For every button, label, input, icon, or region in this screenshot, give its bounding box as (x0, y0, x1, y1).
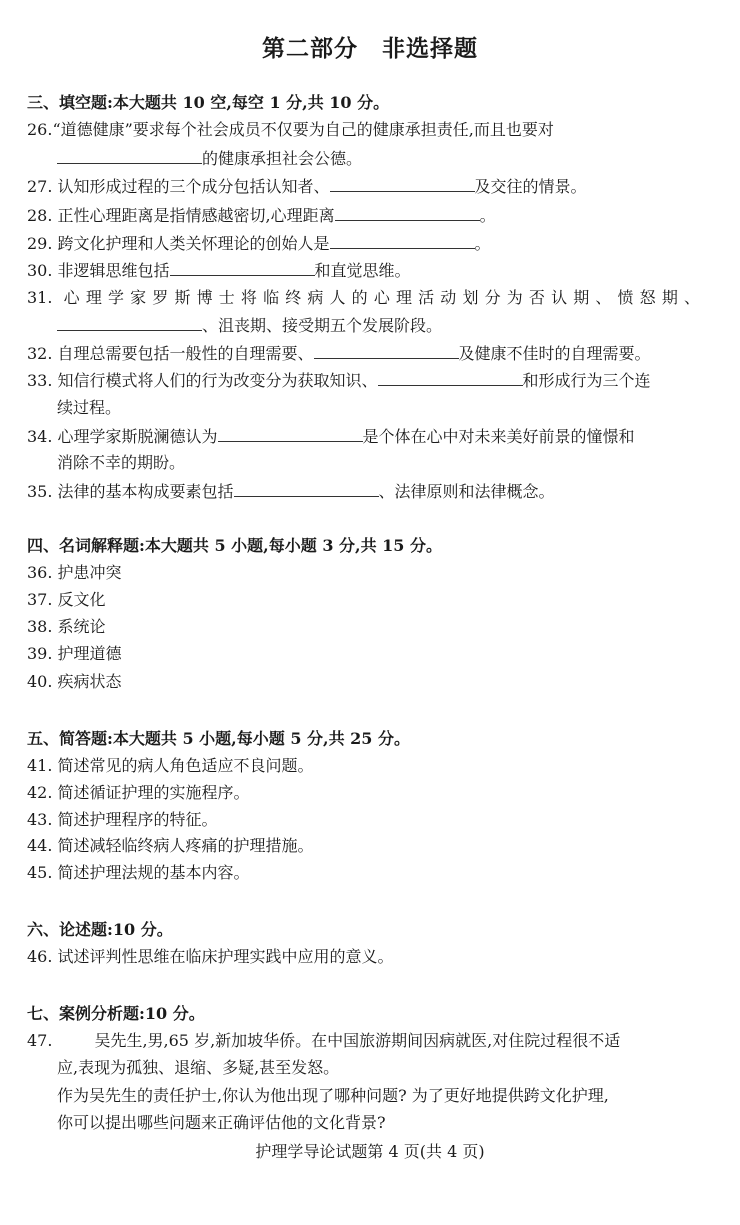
question-text: 是个体在心中对未来美好前景的憧憬和 (362, 427, 635, 446)
question-34 (27, 425, 635, 447)
question-29 (27, 232, 491, 254)
section-heading-case-analysis: 七、案例分析题:10 分。 (27, 1004, 205, 1023)
question-text: 28. 正性心理距离是指情感越密切,心理距离 (27, 206, 335, 225)
question-40: 40. 疾病状态 (27, 672, 122, 691)
question-33 (27, 369, 651, 391)
answer-blank (330, 175, 475, 192)
question-text: 、法律原则和法律概念。 (378, 482, 555, 501)
question-number: 47. (27, 1031, 53, 1050)
question-43: 43. 简述护理程序的特征。 (27, 810, 218, 829)
question-text: 及交往的情景。 (474, 177, 587, 196)
question-26 (27, 119, 554, 141)
question-47 (27, 1030, 620, 1052)
question-31: 31. 心理学家罗斯博士将临终病人的心理活动划分为否认期、愤怒期、 (27, 288, 700, 307)
answer-blank (57, 314, 202, 331)
question-33-cont: 续过程。 (57, 398, 122, 417)
question-42: 42. 简述循证护理的实施程序。 (27, 783, 250, 802)
section-heading-short-answer: 五、简答题:本大题共 5 小题,每小题 5 分,共 25 分。 (27, 729, 411, 748)
answer-blank (218, 425, 363, 442)
question-text: 27. 认知形成过程的三个成分包括认知者、 (27, 177, 330, 196)
case-question-cont: 你可以提出哪些问题来正确评估他的文化背景? (57, 1113, 386, 1132)
question-text: 32. 自理总需要包括一般性的自理需要、 (27, 344, 314, 363)
question-32 (27, 342, 651, 364)
question-text: 26.“道德健康”要求每个社会成员不仅要为自己的健康承担责任,而且也要对 (27, 120, 554, 139)
question-text: 及健康不佳时的自理需要。 (458, 344, 651, 363)
case-question: 作为吴先生的责任护士,你认为他出现了哪种问题? 为了更好地提供跨文化护理, (57, 1086, 609, 1105)
question-38: 38. 系统论 (27, 617, 106, 636)
answer-blank (234, 480, 379, 497)
question-text: 33. 知信行模式将人们的行为改变分为获取知识、 (27, 371, 378, 390)
question-39: 39. 护理道德 (27, 644, 122, 663)
question-27 (27, 175, 587, 197)
question-text: 和直觉思维。 (314, 261, 411, 280)
question-text: 30. 非逻辑思维包括 (27, 261, 170, 280)
question-36: 36. 护患冲突 (27, 563, 122, 582)
question-44: 44. 简述减轻临终病人疼痛的护理措施。 (27, 836, 314, 855)
question-34-cont: 消除不幸的期盼。 (57, 453, 186, 472)
question-text: 、沮丧期、接受期五个发展阶段。 (202, 316, 443, 335)
section-heading-fill-blank: 三、填空题:本大题共 10 空,每空 1 分,共 10 分。 (27, 93, 390, 112)
answer-blank (378, 369, 523, 386)
question-35 (27, 480, 555, 502)
answer-blank (335, 204, 480, 221)
answer-blank (57, 147, 202, 164)
question-text: 。 (474, 234, 491, 253)
answer-blank (330, 232, 475, 249)
question-text: 的健康承担社会公德。 (202, 149, 363, 168)
question-text: 。 (479, 206, 496, 225)
section-heading-essay: 六、论述题:10 分。 (27, 920, 173, 939)
case-text-cont: 应,表现为孤独、退缩、多疑,甚至发怒。 (57, 1058, 340, 1077)
question-41: 41. 简述常见的病人角色适应不良问题。 (27, 756, 314, 775)
answer-blank (314, 342, 459, 359)
section-heading-definitions: 四、名词解释题:本大题共 5 小题,每小题 3 分,共 15 分。 (27, 536, 443, 555)
question-text: 35. 法律的基本构成要素包括 (27, 482, 234, 501)
question-26-cont (57, 147, 362, 169)
question-28 (27, 204, 496, 226)
question-37: 37. 反文化 (27, 590, 106, 609)
question-text: 29. 跨文化护理和人类关怀理论的创始人是 (27, 234, 330, 253)
question-text: 和形成行为三个连 (522, 371, 651, 390)
page-footer: 护理学导论试题第 4 页(共 4 页) (255, 1142, 485, 1161)
part-title: 第二部分 非选择题 (262, 35, 478, 62)
case-text: 吴先生,男,65 岁,新加坡华侨。在中国旅游期间因病就医,对住院过程很不适 (94, 1031, 621, 1050)
question-45: 45. 简述护理法规的基本内容。 (27, 863, 250, 882)
question-46: 46. 试述评判性思维在临床护理实践中应用的意义。 (27, 947, 394, 966)
question-30 (27, 259, 411, 281)
question-text: 34. 心理学家斯脱澜德认为 (27, 427, 218, 446)
answer-blank (170, 259, 315, 276)
question-31-cont (57, 314, 442, 336)
